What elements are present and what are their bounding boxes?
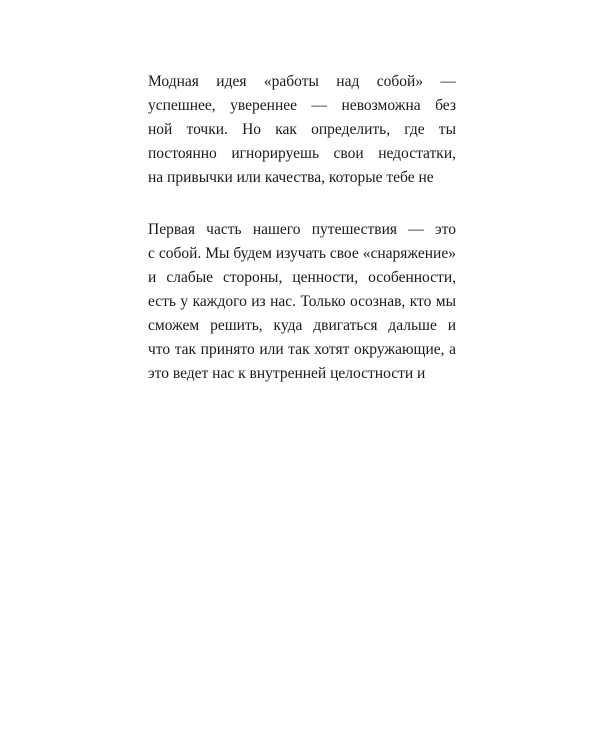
text-line: это ведет нас к внутренней целостности и [148,365,426,382]
text-line: с собой. Мы будем изучать свое «снаряжение» [148,245,456,262]
text-line: успешнее, увереннее — невозможна без [148,97,456,114]
body-text [148,70,456,386]
text-line: постоянно игнорируешь свои недостатки, [148,145,456,162]
text-line: на привычки или качества, которые тебе не [148,169,434,186]
text-line: Модная идея «работы над собой» — [148,73,456,90]
text-line: ной точки. Но как определить, где ты [148,121,456,138]
text-line: сможем решить, куда двигаться дальше и [148,317,456,334]
paragraph-gap [148,190,456,218]
paragraph-1 [148,70,456,190]
text-line: Первая часть нашего путешествия — это [148,221,456,238]
paragraph-2 [148,218,456,386]
text-line: есть у каждого из нас. Только осознав, кто мы [148,293,456,310]
text-line: что так принято или так хотят окружающие, а [148,341,456,358]
text-line: и слабые стороны, ценности, особенности, [148,269,456,286]
